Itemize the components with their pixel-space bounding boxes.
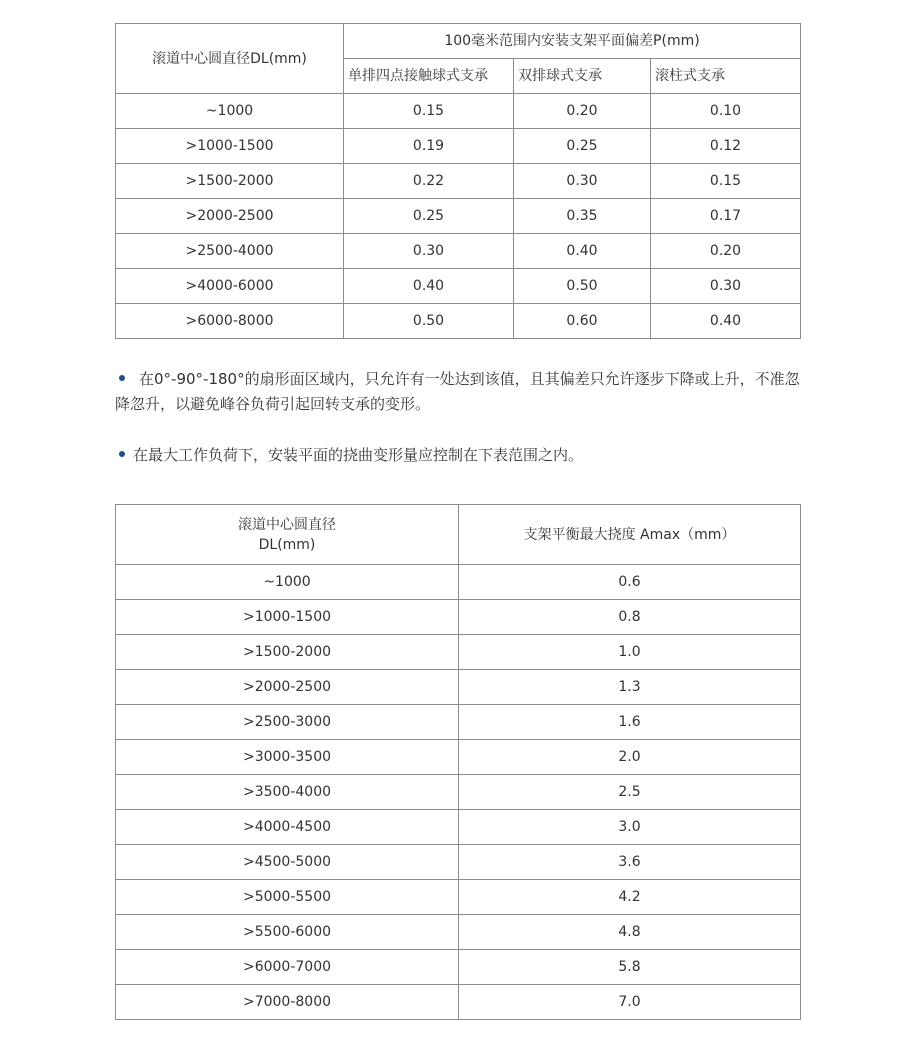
deviation-group-header: 100毫米范围内安装支架平面偏差P(mm) xyxy=(344,24,801,59)
value-cell: 0.60 xyxy=(514,304,651,339)
value-cell: 0.40 xyxy=(344,269,514,304)
value-cell: 0.35 xyxy=(514,199,651,234)
diameter-range-cell: >6000-8000 xyxy=(116,304,344,339)
value-cell: 3.6 xyxy=(459,845,801,880)
diameter-range-cell: >6000-7000 xyxy=(116,950,459,985)
diameter-range-cell: >5000-5500 xyxy=(116,880,459,915)
table-row xyxy=(116,565,801,600)
diameter-header-unit: DL(mm) xyxy=(258,536,316,553)
plane-deviation-table xyxy=(115,23,801,339)
value-cell: 0.10 xyxy=(651,94,801,129)
column-header-four-point-ball: 单排四点接触球式支承 xyxy=(344,59,514,94)
value-cell: 0.20 xyxy=(514,94,651,129)
table-row xyxy=(116,845,801,880)
table-row xyxy=(116,915,801,950)
table-row xyxy=(116,705,801,740)
diameter-range-cell: >3000-3500 xyxy=(116,740,459,775)
value-cell: 0.22 xyxy=(344,164,514,199)
value-cell: 4.8 xyxy=(459,915,801,950)
value-cell: 0.19 xyxy=(344,129,514,164)
value-cell: 0.8 xyxy=(459,600,801,635)
diameter-range-cell: >4500-5000 xyxy=(116,845,459,880)
diameter-range-cell: >7000-8000 xyxy=(116,985,459,1020)
diameter-range-cell: >2000-2500 xyxy=(116,670,459,705)
diameter-range-cell: >4000-4500 xyxy=(116,810,459,845)
diameter-range-cell: >2500-4000 xyxy=(116,234,344,269)
value-cell: 0.25 xyxy=(344,199,514,234)
value-cell: 4.2 xyxy=(459,880,801,915)
value-cell: 7.0 xyxy=(459,985,801,1020)
value-cell: 1.3 xyxy=(459,670,801,705)
diameter-range-cell: >4000-6000 xyxy=(116,269,344,304)
table-row xyxy=(116,740,801,775)
table-header-row xyxy=(116,505,801,565)
value-cell: 2.5 xyxy=(459,775,801,810)
value-cell: 0.50 xyxy=(514,269,651,304)
diameter-range-cell: >2000-2500 xyxy=(116,199,344,234)
value-cell: 5.8 xyxy=(459,950,801,985)
value-cell: 0.40 xyxy=(514,234,651,269)
value-cell: 0.30 xyxy=(651,269,801,304)
diameter-range-cell: ~1000 xyxy=(116,565,459,600)
table-row xyxy=(116,129,801,164)
table-row xyxy=(116,880,801,915)
table-row xyxy=(116,269,801,304)
column-header-double-row-ball: 双排球式支承 xyxy=(514,59,651,94)
table-row xyxy=(116,670,801,705)
table-row xyxy=(116,600,801,635)
table-row xyxy=(116,775,801,810)
diameter-range-cell: >2500-3000 xyxy=(116,705,459,740)
column-header-roller: 滚柱式支承 xyxy=(651,59,801,94)
value-cell: 0.30 xyxy=(514,164,651,199)
value-cell: 0.30 xyxy=(344,234,514,269)
value-cell: 0.25 xyxy=(514,129,651,164)
bullet-icon xyxy=(119,451,125,457)
table-row xyxy=(116,810,801,845)
table-row xyxy=(116,950,801,985)
note-paragraph xyxy=(115,443,805,468)
table-row xyxy=(116,164,801,199)
value-cell: 1.6 xyxy=(459,705,801,740)
value-cell: 0.50 xyxy=(344,304,514,339)
table-row xyxy=(116,985,801,1020)
value-cell: 0.15 xyxy=(651,164,801,199)
value-cell: 0.12 xyxy=(651,129,801,164)
value-cell: 0.15 xyxy=(344,94,514,129)
value-cell: 0.40 xyxy=(651,304,801,339)
value-cell: 2.0 xyxy=(459,740,801,775)
diameter-range-cell: >1500-2000 xyxy=(116,635,459,670)
value-cell: 3.0 xyxy=(459,810,801,845)
max-deflection-table xyxy=(115,504,801,1020)
table-row xyxy=(116,94,801,129)
table-row xyxy=(116,304,801,339)
table-row xyxy=(116,635,801,670)
value-cell: 1.0 xyxy=(459,635,801,670)
table-row xyxy=(116,234,801,269)
diameter-header xyxy=(116,505,459,565)
note-text: 在0°-90°-180°的扇形面区域内，只允许有一处达到该值，且其偏差只允许逐步下降或上升，不准忽降忽升，以避免峰谷负荷引起回转支承的变形。 xyxy=(115,370,800,413)
diameter-range-cell: >5500-6000 xyxy=(116,915,459,950)
table-row xyxy=(116,199,801,234)
diameter-header: 滚道中心圆直径DL(mm) xyxy=(116,24,344,94)
diameter-range-cell: >1000-1500 xyxy=(116,600,459,635)
diameter-range-cell: >1000-1500 xyxy=(116,129,344,164)
value-cell: 0.20 xyxy=(651,234,801,269)
diameter-header-line: 滚道中心圆直径 xyxy=(238,516,336,533)
value-cell: 0.6 xyxy=(459,565,801,600)
bullet-icon xyxy=(119,375,125,381)
note-paragraph xyxy=(115,367,805,417)
diameter-range-cell: ~1000 xyxy=(116,94,344,129)
max-deflection-header: 支架平衡最大挠度 Amax（mm） xyxy=(459,505,801,565)
table-header-row xyxy=(116,24,801,59)
note-text: 在最大工作负荷下，安装平面的挠曲变形量应控制在下表范围之内。 xyxy=(133,446,584,464)
value-cell: 0.17 xyxy=(651,199,801,234)
diameter-range-cell: >1500-2000 xyxy=(116,164,344,199)
diameter-range-cell: >3500-4000 xyxy=(116,775,459,810)
